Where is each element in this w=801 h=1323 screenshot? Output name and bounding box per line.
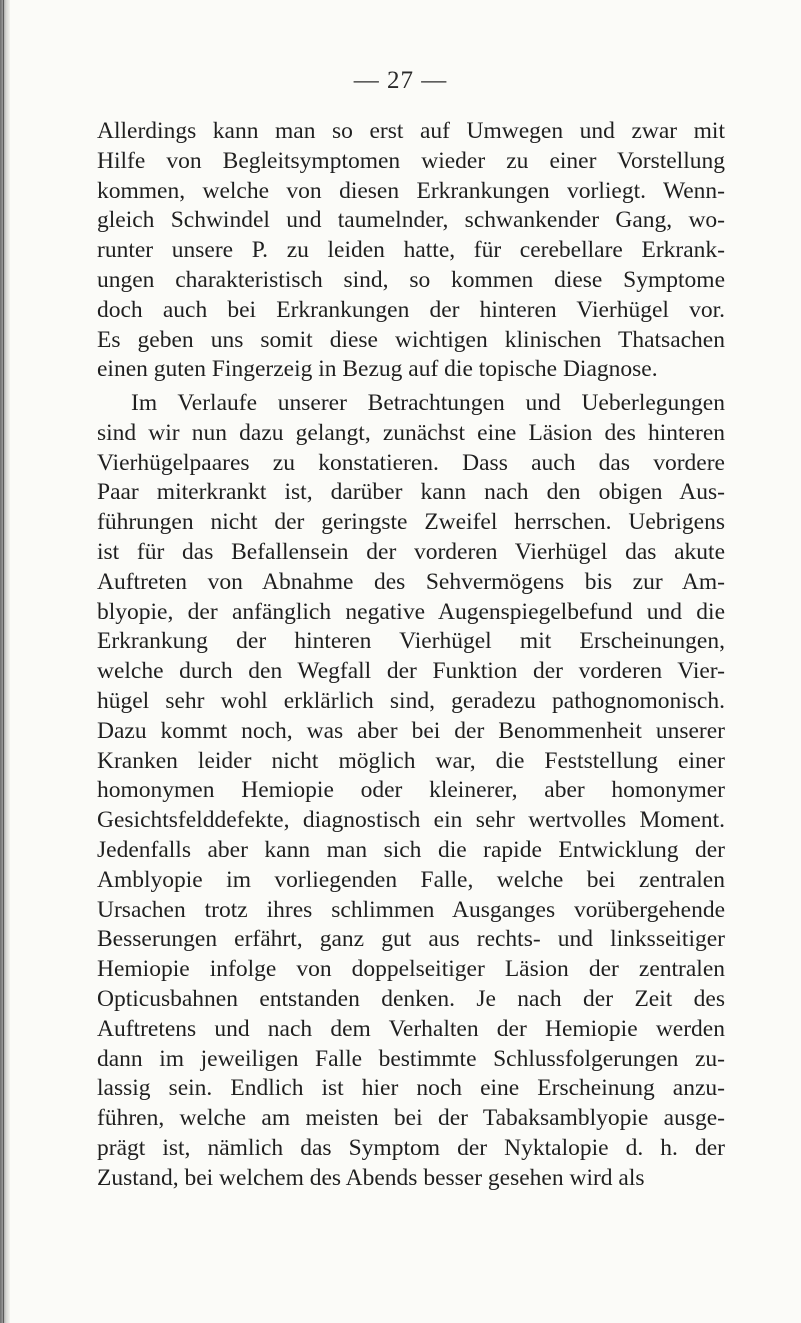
text-line: gleich Schwindel und taumelnder, schwankender Gang, wo- — [97, 207, 725, 234]
text-line: blyopie, der anfänglich negative Augenspiegelbefund und die — [97, 598, 725, 625]
text-line: Ursachen trotz ihres schlimmen Ausganges vorübergehende — [97, 896, 725, 923]
text-line: dann im jeweiligen Falle bestimmte Schlussfolgerungen zu- — [97, 1045, 725, 1072]
text-line: führungen nicht der geringste Zweifel herrschen. Uebrigens — [97, 509, 725, 536]
text-line: Auftreten von Abnahme des Sehvermögens bis zur Am- — [97, 568, 725, 595]
text-line: doch auch bei Erkrankungen der hinteren Vierhügel vor. — [97, 296, 725, 323]
text-line: hügel sehr wohl erklärlich sind, geradezu pathognomonisch. — [97, 687, 725, 714]
page-binding-edge — [0, 0, 10, 1323]
text-line: Im Verlaufe unserer Betrachtungen und Ueberlegungen — [131, 390, 725, 416]
text-line: Hilfe von Begleitsymptomen wieder zu einer Vorstellung — [97, 147, 725, 174]
text-line: Auftretens und nach dem Verhalten der Hemiopie werden — [97, 1015, 725, 1042]
text-line: Amblyopie im vorliegenden Falle, welche bei zentralen — [97, 866, 725, 893]
text-line: prägt ist, nämlich das Symptom der Nyktalopie d. h. der — [97, 1134, 725, 1161]
text-line: kommen, welche von diesen Erkrankungen vorliegt. Wenn- — [97, 177, 725, 204]
text-line: Vierhügelpaares zu konstatieren. Dass auch das vordere — [97, 449, 725, 476]
text-line: Hemiopie infolge von doppelseitiger Läsion der zentralen — [97, 956, 725, 983]
text-line: ungen charakteristisch sind, so kommen diese Symptome — [97, 266, 725, 293]
paragraph-2 — [97, 389, 725, 1194]
text-line: Gesichtsfelddefekte, diagnostisch ein sehr wertvolles Moment. — [97, 807, 725, 834]
text-line: runter unsere P. zu leiden hatte, für cerebellare Erkrank- — [97, 237, 725, 264]
text-line: einen guten Fingerzeig in Bezug auf die topische Diagnose. — [97, 356, 658, 383]
text-line: Paar miterkrankt ist, darüber kann nach den obigen Aus- — [97, 479, 725, 506]
text-line: Zustand, bei welchem des Abends besser gesehen wird als — [97, 1164, 645, 1191]
text-line: führen, welche am meisten bei der Tabaksamblyopie ausge- — [97, 1105, 725, 1132]
page-binding-line — [3, 0, 4, 1323]
text-line: sind wir nun dazu gelangt, zunächst eine Läsion des hinteren — [97, 419, 725, 446]
text-line: Dazu kommt noch, was aber bei der Benommenheit unserer — [97, 717, 725, 744]
text-line: welche durch den Wegfall der Funktion der vorderen Vier- — [97, 658, 725, 685]
paragraph-1 — [97, 117, 725, 385]
text-line: Allerdings kann man so erst auf Umwegen und zwar mit — [97, 118, 725, 144]
text-line: ist für das Befallensein der vorderen Vierhügel das akute — [97, 538, 725, 565]
text-line: Kranken leider nicht möglich war, die Feststellung einer — [97, 747, 725, 774]
page-number: — 27 — — [353, 67, 448, 94]
text-line: Es geben uns somit diese wichtigen klinischen Thatsachen — [97, 326, 725, 353]
text-line: Jedenfalls aber kann man sich die rapide Entwicklung der — [97, 836, 725, 863]
text-line: Erkrankung der hinteren Vierhügel mit Erscheinungen, — [97, 628, 725, 655]
text-line: lassig sein. Endlich ist hier noch eine Erscheinung anzu- — [97, 1075, 725, 1102]
text-line: Besserungen erfährt, ganz gut aus rechts- und linksseitiger — [97, 926, 725, 953]
text-line: homonymen Hemiopie oder kleinerer, aber homonymer — [97, 777, 725, 804]
text-line: Opticusbahnen entstanden denken. Je nach der Zeit des — [97, 985, 725, 1012]
